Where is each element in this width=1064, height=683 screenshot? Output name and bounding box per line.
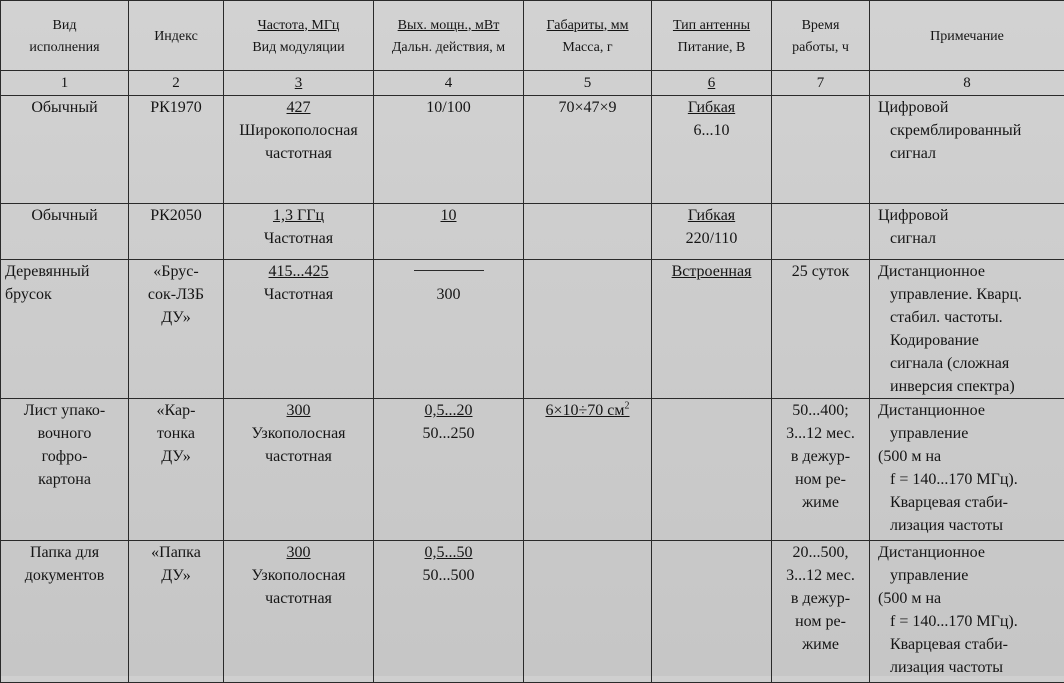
cell-antenna: Встроенная [652,260,772,399]
cell-time [772,96,870,204]
power-blank-line [414,270,484,271]
cell-frequency: 415...425 Частотная [224,260,374,399]
header-antenna: Тип антенны Питание, В [652,1,772,71]
cell-type: Папка для документов [1,541,129,683]
cell-notes: Цифровой скремблированный сигнал [870,96,1064,204]
column-number: 2 [129,71,224,96]
column-number: 7 [772,71,870,96]
cell-power: 10/100 [374,96,524,204]
cell-frequency: 300 Узкополосная частотная [224,399,374,541]
cell-size [524,260,652,399]
column-number: 5 [524,71,652,96]
cell-frequency: 427 Широкополосная частотная [224,96,374,204]
cell-type: Обычный [1,96,129,204]
cell-time: 25 суток [772,260,870,399]
column-number: 6 [652,71,772,96]
cell-type: Лист упако- вочного гофро- картона [1,399,129,541]
column-number: 1 [1,71,129,96]
cell-size: 70×47×9 [524,96,652,204]
cell-index: «Брус- сок-ЛЗБ ДУ» [129,260,224,399]
cell-power: 0,5...20 50...250 [374,399,524,541]
header-notes: Примечание [870,1,1064,71]
table-row [1,399,1064,541]
header-time: Время работы, ч [772,1,870,71]
cell-size [524,204,652,260]
cell-frequency: 1,3 ГГц Частотная [224,204,374,260]
cell-notes: Дистанционное управление. Кварц. стабил. частоты. Кодирование сигнала (сложная инверсия спектра) [870,260,1064,399]
column-number: 3 [224,71,374,96]
cell-type: Деревянный брусок [1,260,129,399]
cell-power: 0,5...50 50...500 [374,541,524,683]
cell-notes: Цифровой сигнал [870,204,1064,260]
cell-size [524,541,652,683]
cell-index: РК1970 [129,96,224,204]
cell-frequency: 300 Узкополосная частотная [224,541,374,683]
table-row [1,204,1064,260]
cell-index: «Папка ДУ» [129,541,224,683]
column-number-row [1,71,1064,96]
cell-index: «Кар- тонка ДУ» [129,399,224,541]
table-row [1,96,1064,204]
cell-power: 300 [374,260,524,399]
cell-antenna [652,541,772,683]
header-row [1,1,1064,71]
column-number: 4 [374,71,524,96]
cell-size: 6×10÷70 $см^2$ [524,399,652,541]
header-type: Вид исполнения [1,1,129,71]
cell-power: 10 [374,204,524,260]
cell-antenna: Гибкая 6...10 [652,96,772,204]
column-number: 8 [870,71,1064,96]
table-row [1,541,1064,683]
cell-notes: Дистанционное управление (500 м на f = 140...170 МГц). Кварцевая стаби- лизация частоты [870,541,1064,683]
cell-time: 20...500, 3...12 мес. в дежур- ном ре- жиме [772,541,870,683]
cell-antenna: Гибкая 220/110 [652,204,772,260]
cell-index: РК2050 [129,204,224,260]
header-index: Индекс [129,1,224,71]
cell-time: 50...400; 3...12 мес. в дежур- ном ре- жиме [772,399,870,541]
cell-type: Обычный [1,204,129,260]
header-power: Вых. мощн., мВт Дальн. действия, м [374,1,524,71]
table-row [1,260,1064,399]
cell-notes: Дистанционное управление (500 м на f = 140...170 МГц). Кварцевая стаби- лизация частоты [870,399,1064,541]
header-frequency: Частота, МГц Вид модуляции [224,1,374,71]
cell-time [772,204,870,260]
cell-antenna [652,399,772,541]
header-size: Габариты, мм Масса, г [524,1,652,71]
